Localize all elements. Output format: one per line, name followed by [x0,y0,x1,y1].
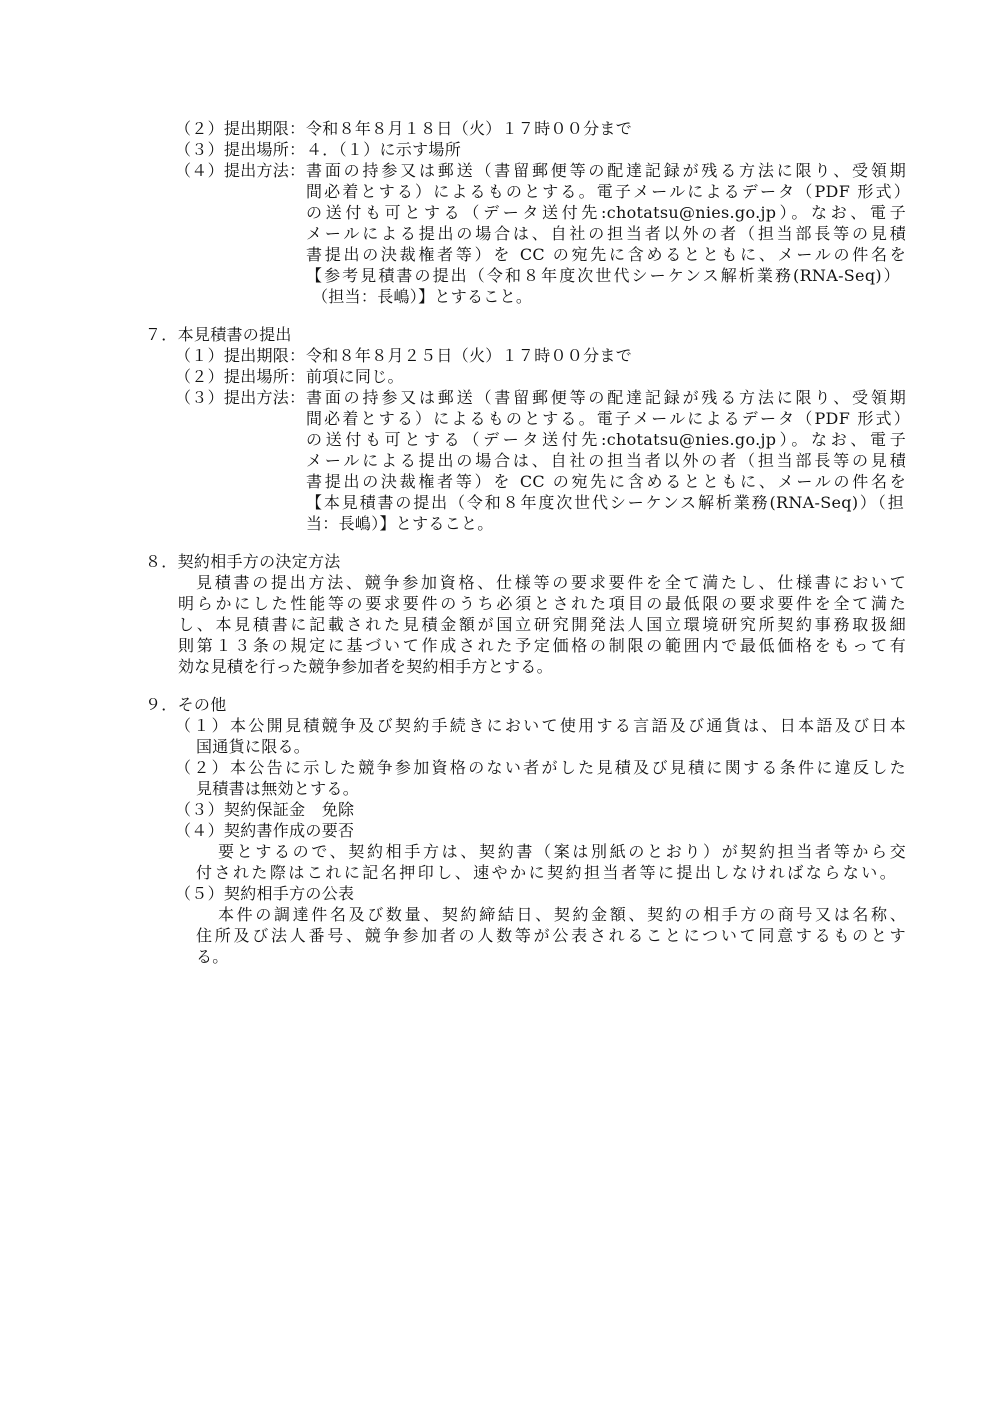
sec9-heading: ９．その他 [145,695,227,714]
sec9-item5-line: 本件の調達件名及び数量、契約締結日、契約金額、契約の相手方の商号又は名称、 [218,905,906,924]
sec6-item2-text: 令和８年８月１８日（火）１７時００分まで [306,119,633,138]
sec6-item4-line: 間必着とする）によるものとする。電子メールによるデータ（PDF 形式） [306,182,910,201]
sec9-item1-line: 国通貨に限る。 [196,737,311,756]
sec7-item3-label: （３）提出方法： [175,388,306,407]
sec9-item5-line: 住所及び法人番号、競争参加者の人数等が公表されることについて同意するものとす [196,926,906,945]
sec6-item3-label: （３）提出場所： [175,140,306,159]
sec7-item1-label: （１）提出期限： [175,346,306,365]
sec6-item3-text: ４．（１）に示す場所 [306,140,462,159]
sec9-item4-heading: （４）契約書作成の要否 [175,821,355,840]
sec9-item2-line: 見積書は無効とする。 [196,779,360,798]
sec9-item4-line: 付された際はこれに記名押印し、速やかに契約担当者等に提出しなければならない。 [196,863,896,882]
sec6-item4-line: 【参考見積書の提出（令和８年度次世代シーケンス解析業務(RNA-Seq)） [306,266,900,285]
sec7-item3-line: の送付も可とする（データ送付先:chotatsu@nies.go.jp）。なお、電子 [306,430,906,449]
sec7-item2-label: （２）提出場所： [175,367,306,386]
sec9-item1-line: （１）本公開見積競争及び契約手続きにおいて使用する言語及び通貨は、日本語及び日本 [175,716,906,735]
sec8-body-line: 則第１３条の規定に基づいて作成された予定価格の制限の範囲内で最低価格をもって有 [178,636,906,655]
sec8-body-line: し、本見積書に記載された見積金額が国立研究開発法人国立環境研究所契約事務取扱細 [178,615,906,634]
sec9-item4-line: 要とするので、契約相手方は、契約書（案は別紙のとおり）が契約担当者等から交 [218,842,906,861]
sec6-item4-line: （担当：長嶋）】とすること。 [312,287,533,306]
sec6-item4-line: メールによる提出の場合は、自社の担当者以外の者（担当部長等の見積 [306,224,906,243]
sec7-heading: ７．本見積書の提出 [145,325,292,344]
sec6-item4-line: の送付も可とする（データ送付先:chotatsu@nies.go.jp）。なお、電子 [306,203,906,222]
sec7-item3-line: メールによる提出の場合は、自社の担当者以外の者（担当部長等の見積 [306,451,906,470]
sec9-item5-heading: （５）契約相手方の公表 [175,884,355,903]
sec8-heading: ８．契約相手方の決定方法 [145,552,341,571]
sec8-body-line: 効な見積を行った競争参加者を契約相手方とする。 [178,657,553,676]
sec7-item2-text: 前項に同じ。 [306,367,404,386]
sec6-item4-label: （４）提出方法： [175,161,306,180]
sec9-item5-line: る。 [196,947,229,966]
sec7-item1-text: 令和８年８月２５日（火）１７時００分まで [306,346,633,365]
sec7-item3-line: 【本見積書の提出（令和８年度次世代シーケンス解析業務(RNA-Seq)）（担 [306,493,904,512]
sec7-item3-line: 書面の持参又は郵送（書留郵便等の配達記録が残る方法に限り、受領期 [306,388,906,407]
sec6-item4-line: 書面の持参又は郵送（書留郵便等の配達記録が残る方法に限り、受領期 [306,161,906,180]
sec8-body-line: 明らかにした性能等の要求要件のうち必須とされた項目の最低限の要求要件を全て満た [178,594,906,613]
sec9-item3: （３）契約保証金 免除 [175,800,355,819]
sec9-item2-line: （２）本公告に示した競争参加資格のない者がした見積及び見積に関する条件に違反した [175,758,906,777]
sec8-body-line: 見積書の提出方法、競争参加資格、仕様等の要求要件を全て満たし、仕様書において [196,573,906,592]
sec7-item3-line: 書提出の決裁権者等）を CC の宛先に含めるとともに、メールの件名を [306,472,906,491]
sec7-item3-line: 当：長嶋）】とすること。 [306,514,494,533]
sec7-item3-line: 間必着とする）によるものとする。電子メールによるデータ（PDF 形式） [306,409,910,428]
sec6-item2-label: （２）提出期限： [175,119,306,138]
sec6-item4-line: 書提出の決裁権者等）を CC の宛先に含めるとともに、メールの件名を [306,245,906,264]
